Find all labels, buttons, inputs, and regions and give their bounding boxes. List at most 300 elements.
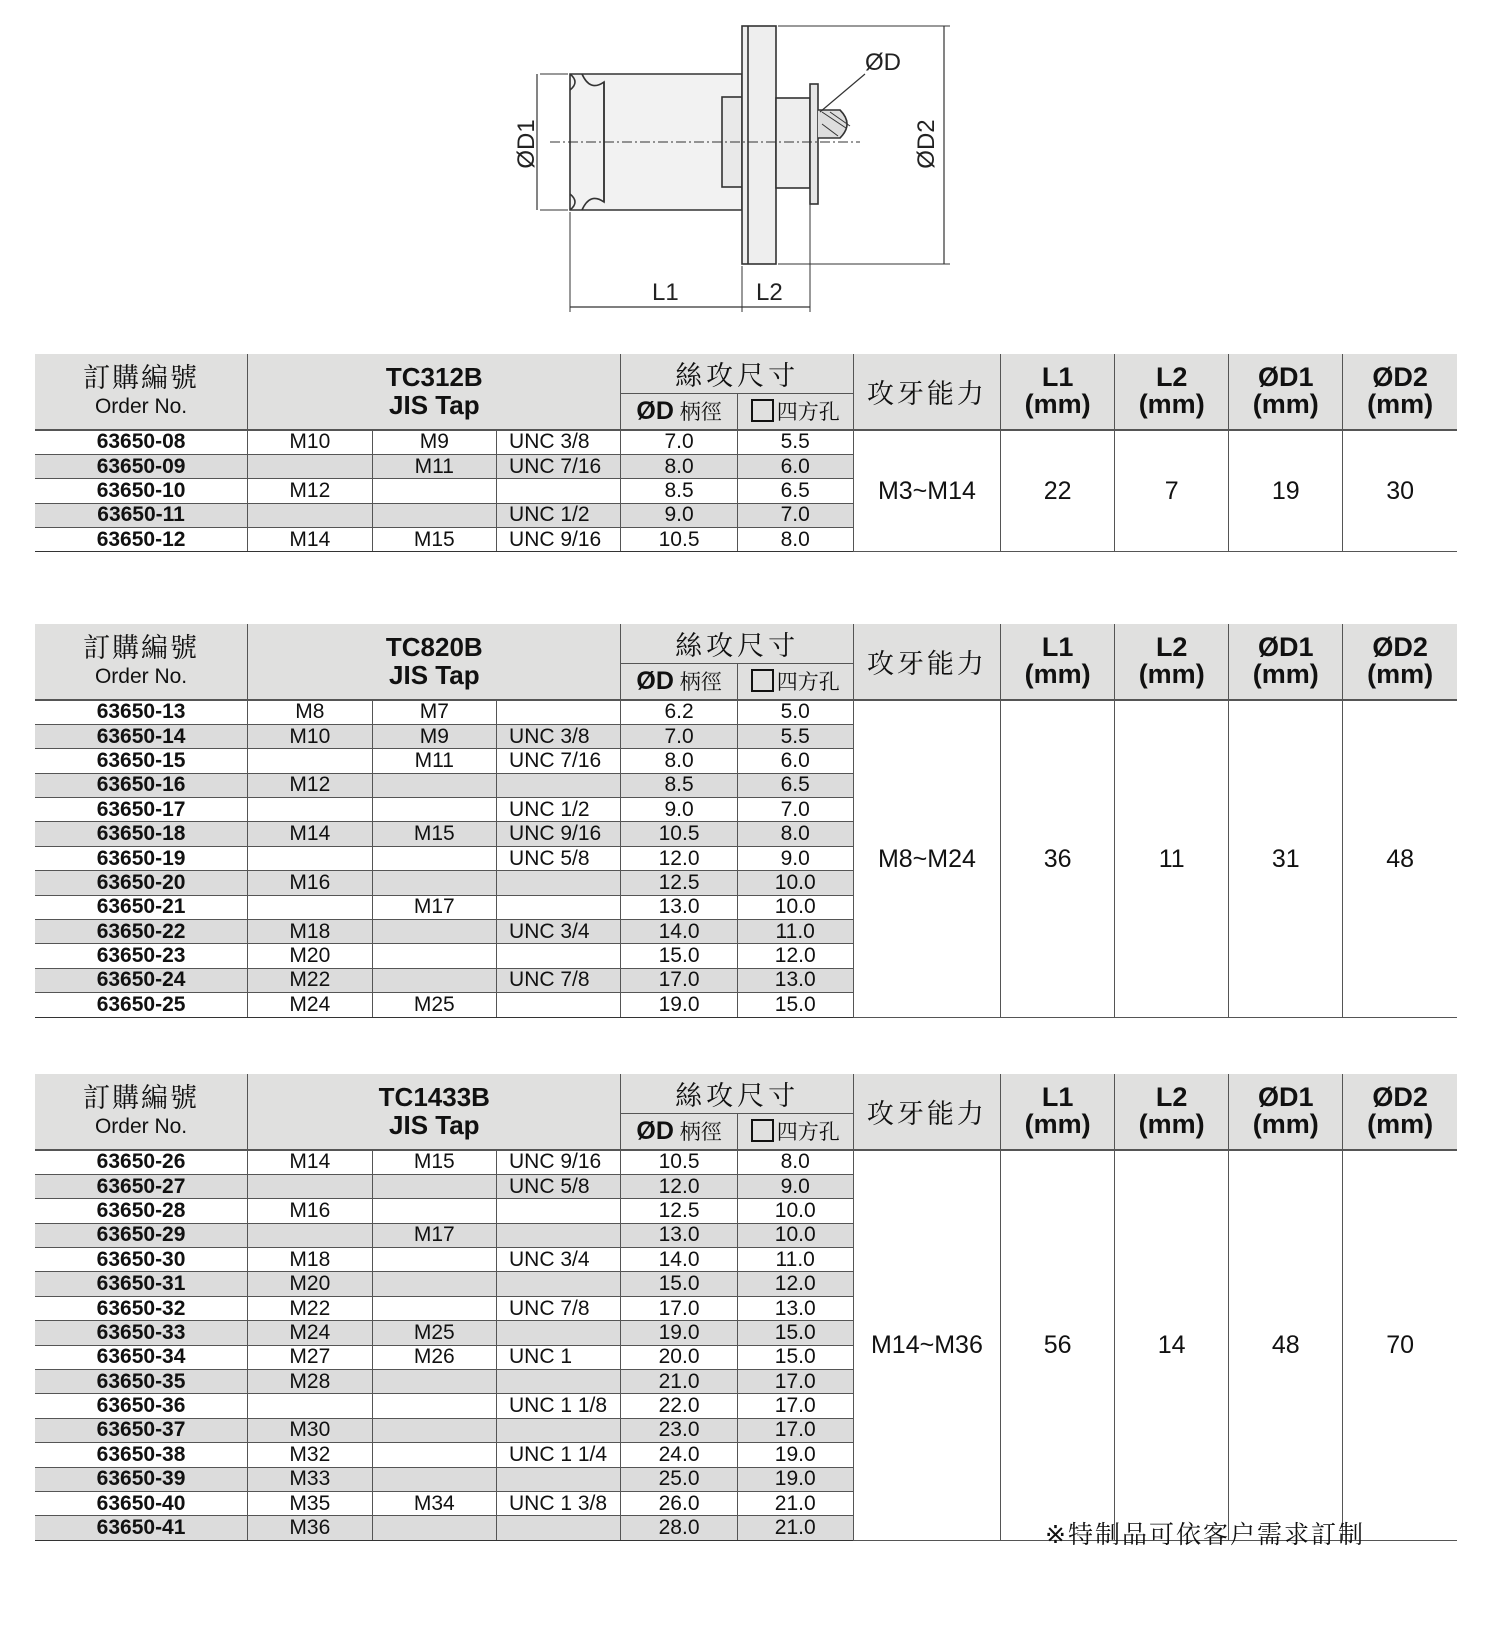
order-no-cell: 63650-37: [35, 1418, 248, 1442]
order-no-cell: 63650-22: [35, 920, 248, 944]
square-size-cell: 11.0: [737, 1248, 853, 1272]
metric-tap-cell: [248, 503, 372, 527]
shank-dia-cell: 9.0: [621, 503, 737, 527]
d2-value: 48: [1343, 700, 1457, 1018]
shank-dia-header: [621, 664, 737, 700]
shank-dia-cell: 25.0: [621, 1467, 737, 1491]
square-header: [737, 1114, 853, 1150]
order-no-cell: 63650-19: [35, 846, 248, 870]
unc-tap-cell: UNC 9/16: [497, 1150, 621, 1175]
unc-tap-cell: UNC 1 1/8: [497, 1394, 621, 1418]
jis-tap-cell: M17: [372, 1223, 496, 1247]
metric-tap-cell: M20: [248, 944, 372, 968]
order-no-cell: 63650-28: [35, 1199, 248, 1223]
capacity-header: 攻牙能力: [853, 1074, 1000, 1150]
jis-tap-cell: M25: [372, 993, 496, 1017]
order-no-cell: 63650-08: [35, 430, 248, 455]
unc-tap-cell: [497, 773, 621, 797]
square-zh: 四方孔: [776, 671, 840, 695]
unc-tap-cell: [497, 1199, 621, 1223]
unc-tap-cell: UNC 1: [497, 1345, 621, 1369]
jis-tap-cell: [372, 871, 496, 895]
l2-value: 14: [1115, 1150, 1229, 1541]
jis-tap-cell: [372, 1467, 496, 1491]
square-size-cell: 15.0: [737, 1321, 853, 1345]
order-no-cell: 63650-29: [35, 1223, 248, 1247]
unc-tap-cell: UNC 1/2: [497, 503, 621, 527]
unc-tap-cell: [497, 944, 621, 968]
tap-adapter-drawing: [513, 12, 980, 332]
order-no-cell: 63650-23: [35, 944, 248, 968]
order-no-zh: 訂購編號: [83, 363, 200, 395]
unc-tap-cell: UNC 7/16: [497, 749, 621, 773]
metric-tap-cell: M10: [248, 430, 372, 455]
square-size-cell: 8.0: [737, 1150, 853, 1175]
D2-header-unit: (mm): [1367, 1109, 1434, 1140]
shank-dia-cell: 10.5: [621, 1150, 737, 1175]
jis-tap-cell: [372, 479, 496, 503]
d1-value: 19: [1229, 430, 1343, 552]
metric-tap-cell: M14: [248, 1150, 372, 1175]
unc-tap-cell: UNC 9/16: [497, 822, 621, 846]
jis-tap-cell: [372, 1516, 496, 1540]
unc-tap-cell: UNC 7/8: [497, 968, 621, 992]
order-no-zh: 訂購編號: [83, 1083, 200, 1115]
square-size-cell: 9.0: [737, 846, 853, 870]
jis-tap-cell: [372, 1394, 496, 1418]
order-no-cell: 63650-17: [35, 798, 248, 822]
shank-dia-cell: 17.0: [621, 1296, 737, 1320]
order-no-cell: 63650-32: [35, 1296, 248, 1320]
order-no-cell: 63650-36: [35, 1394, 248, 1418]
D2-header-unit: (mm): [1367, 659, 1434, 690]
square-size-cell: 11.0: [737, 920, 853, 944]
metric-tap-cell: M18: [248, 1248, 372, 1272]
capacity-value: M3~M14: [853, 430, 1000, 552]
square-size-cell: 15.0: [737, 993, 853, 1017]
jis-tap-cell: [372, 968, 496, 992]
shank-dia-cell: 9.0: [621, 798, 737, 822]
shank-dia-header: [621, 1114, 737, 1150]
square-size-cell: 6.5: [737, 479, 853, 503]
order-no-cell: 63650-12: [35, 528, 248, 552]
metric-tap-cell: M22: [248, 968, 372, 992]
square-size-cell: 21.0: [737, 1491, 853, 1515]
shank-dia-cell: 6.2: [621, 700, 737, 725]
order-no-cell: 63650-13: [35, 700, 248, 725]
order-no-header: [35, 354, 248, 430]
unc-tap-cell: [497, 895, 621, 919]
order-no-header: [35, 1074, 248, 1150]
drawing-label-l1: L1: [652, 279, 679, 306]
shank-dia-cell: 15.0: [621, 1272, 737, 1296]
order-no-cell: 63650-41: [35, 1516, 248, 1540]
l2-value: 7: [1115, 430, 1229, 552]
jis-tap-cell: M15: [372, 528, 496, 552]
metric-tap-cell: M14: [248, 528, 372, 552]
unc-tap-cell: [497, 1516, 621, 1540]
order-no-header: [35, 624, 248, 700]
unc-tap-cell: UNC 1 3/8: [497, 1491, 621, 1515]
drawing-label-d: ØD: [865, 49, 901, 76]
metric-tap-cell: M14: [248, 822, 372, 846]
L2-header-label: L2: [1155, 1082, 1188, 1113]
D1-header-unit: (mm): [1252, 659, 1319, 690]
model-name: TC820B: [385, 632, 483, 663]
tap-size-header: 絲攻尺寸: [621, 354, 853, 394]
tap-type: JIS Tap: [389, 660, 480, 691]
L2-header: [1115, 354, 1229, 430]
shank-dia-cell: 13.0: [621, 895, 737, 919]
unc-tap-cell: UNC 5/8: [497, 1174, 621, 1198]
square-icon: [751, 669, 774, 692]
tap-size-header: 絲攻尺寸: [621, 624, 853, 664]
jis-tap-cell: M17: [372, 895, 496, 919]
D2-header: [1343, 1074, 1457, 1150]
shank-dia-cell: 17.0: [621, 968, 737, 992]
jis-tap-cell: [372, 798, 496, 822]
metric-tap-cell: [248, 846, 372, 870]
square-size-cell: 12.0: [737, 944, 853, 968]
jis-tap-cell: M9: [372, 430, 496, 455]
jis-tap-cell: M11: [372, 454, 496, 478]
D2-header: [1343, 354, 1457, 430]
jis-tap-cell: [372, 1370, 496, 1394]
order-no-cell: 63650-14: [35, 724, 248, 748]
unc-tap-cell: [497, 1370, 621, 1394]
metric-tap-cell: M28: [248, 1370, 372, 1394]
capacity-value: M8~M24: [853, 700, 1000, 1018]
tap-type: JIS Tap: [389, 390, 480, 421]
shank-dia-symbol: ØD: [636, 667, 674, 696]
d2-value: 70: [1343, 1150, 1457, 1541]
unc-tap-cell: UNC 3/8: [497, 430, 621, 455]
jis-tap-cell: M15: [372, 822, 496, 846]
jis-tap-cell: [372, 1443, 496, 1467]
model-header: [248, 354, 621, 430]
metric-tap-cell: M10: [248, 724, 372, 748]
square-size-cell: 21.0: [737, 1516, 853, 1540]
custom-order-note: ※特制品可依客户需求訂制: [1045, 1520, 1365, 1549]
shank-dia-cell: 10.5: [621, 528, 737, 552]
L1-header: [1001, 354, 1115, 430]
metric-tap-cell: M24: [248, 1321, 372, 1345]
square-header: [737, 664, 853, 700]
l1-value: 36: [1001, 700, 1115, 1018]
shank-dia-cell: 8.5: [621, 479, 737, 503]
metric-tap-cell: M8: [248, 700, 372, 725]
order-no-cell: 63650-09: [35, 454, 248, 478]
l1-value: 22: [1001, 430, 1115, 552]
shank-dia-zh: 柄徑: [679, 1121, 722, 1145]
spec-table-tc1433b: [35, 1074, 1457, 1541]
metric-tap-cell: M20: [248, 1272, 372, 1296]
d1-value: 31: [1229, 700, 1343, 1018]
l2-value: 11: [1115, 700, 1229, 1018]
metric-tap-cell: [248, 1223, 372, 1247]
order-no-cell: 63650-35: [35, 1370, 248, 1394]
square-size-cell: 15.0: [737, 1345, 853, 1369]
jis-tap-cell: [372, 846, 496, 870]
metric-tap-cell: M35: [248, 1491, 372, 1515]
unc-tap-cell: UNC 3/4: [497, 920, 621, 944]
D2-header-label: ØD2: [1372, 1082, 1428, 1113]
L1-header-label: L1: [1041, 362, 1074, 393]
square-size-cell: 7.0: [737, 798, 853, 822]
jis-tap-cell: [372, 1272, 496, 1296]
D1-header-unit: (mm): [1252, 389, 1319, 420]
shank-dia-cell: 23.0: [621, 1418, 737, 1442]
L1-header-unit: (mm): [1024, 659, 1091, 690]
order-no-cell: 63650-30: [35, 1248, 248, 1272]
square-size-cell: 10.0: [737, 895, 853, 919]
square-size-cell: 13.0: [737, 1296, 853, 1320]
shank-dia-cell: 14.0: [621, 1248, 737, 1272]
D2-header-label: ØD2: [1372, 362, 1428, 393]
jis-tap-cell: M9: [372, 724, 496, 748]
jis-tap-cell: [372, 1418, 496, 1442]
shank-dia-cell: 7.0: [621, 430, 737, 455]
metric-tap-cell: M24: [248, 993, 372, 1017]
square-size-cell: 8.0: [737, 822, 853, 846]
order-no-cell: 63650-27: [35, 1174, 248, 1198]
square-size-cell: 9.0: [737, 1174, 853, 1198]
square-header: [737, 394, 853, 430]
l1-value: 56: [1001, 1150, 1115, 1541]
unc-tap-cell: UNC 9/16: [497, 528, 621, 552]
square-size-cell: 17.0: [737, 1418, 853, 1442]
square-size-cell: 17.0: [737, 1394, 853, 1418]
table-row: [35, 430, 1457, 455]
shank-dia-cell: 12.0: [621, 846, 737, 870]
shank-dia-cell: 8.5: [621, 773, 737, 797]
table-row: [35, 1150, 1457, 1175]
shank-dia-cell: 20.0: [621, 1345, 737, 1369]
metric-tap-cell: M33: [248, 1467, 372, 1491]
shank-dia-cell: 26.0: [621, 1491, 737, 1515]
unc-tap-cell: UNC 7/8: [497, 1296, 621, 1320]
unc-tap-cell: UNC 1 1/4: [497, 1443, 621, 1467]
jis-tap-cell: M26: [372, 1345, 496, 1369]
order-no-en: Order No.: [94, 665, 188, 689]
jis-tap-cell: [372, 773, 496, 797]
L1-header-unit: (mm): [1024, 389, 1091, 420]
drawing-label-d2: ØD2: [913, 119, 940, 169]
drawing-label-d1: ØD1: [513, 119, 540, 169]
order-no-cell: 63650-11: [35, 503, 248, 527]
shank-dia-cell: 21.0: [621, 1370, 737, 1394]
metric-tap-cell: [248, 1394, 372, 1418]
capacity-header: 攻牙能力: [853, 354, 1000, 430]
order-no-cell: 63650-34: [35, 1345, 248, 1369]
unc-tap-cell: [497, 479, 621, 503]
metric-tap-cell: [248, 1174, 372, 1198]
D1-header-unit: (mm): [1252, 1109, 1319, 1140]
L2-header-unit: (mm): [1138, 659, 1205, 690]
spec-table-tc312b: [35, 354, 1457, 552]
shank-dia-zh: 柄徑: [679, 401, 722, 425]
jis-tap-cell: [372, 1199, 496, 1223]
order-no-zh: 訂購編號: [83, 633, 200, 665]
shank-dia-cell: 22.0: [621, 1394, 737, 1418]
L2-header-label: L2: [1155, 362, 1188, 393]
jis-tap-cell: [372, 944, 496, 968]
shank-dia-cell: 15.0: [621, 944, 737, 968]
square-size-cell: 8.0: [737, 528, 853, 552]
model-header: [248, 1074, 621, 1150]
D1-header: [1229, 1074, 1343, 1150]
shank-dia-header: [621, 394, 737, 430]
shank-dia-cell: 12.5: [621, 871, 737, 895]
tap-size-header: 絲攻尺寸: [621, 1074, 853, 1114]
jis-tap-cell: [372, 920, 496, 944]
L1-header-label: L1: [1041, 632, 1074, 663]
unc-tap-cell: [497, 1223, 621, 1247]
L2-header-unit: (mm): [1138, 1109, 1205, 1140]
metric-tap-cell: M12: [248, 773, 372, 797]
metric-tap-cell: M12: [248, 479, 372, 503]
shank-dia-cell: 8.0: [621, 454, 737, 478]
d1-value: 48: [1229, 1150, 1343, 1541]
order-no-cell: 63650-16: [35, 773, 248, 797]
shank-dia-symbol: ØD: [636, 397, 674, 426]
unc-tap-cell: UNC 7/16: [497, 454, 621, 478]
metric-tap-cell: M27: [248, 1345, 372, 1369]
drawing-label-l2: L2: [756, 279, 783, 306]
shank-dia-cell: 19.0: [621, 1321, 737, 1345]
D1-header-label: ØD1: [1258, 362, 1314, 393]
square-size-cell: 10.0: [737, 871, 853, 895]
spec-table-tc820b: [35, 624, 1457, 1018]
square-zh: 四方孔: [776, 1121, 840, 1145]
square-size-cell: 5.5: [737, 430, 853, 455]
square-icon: [751, 1119, 774, 1142]
jis-tap-cell: M15: [372, 1150, 496, 1175]
L2-header: [1115, 1074, 1229, 1150]
L1-header: [1001, 624, 1115, 700]
shank-dia-cell: 12.5: [621, 1199, 737, 1223]
shank-dia-cell: 24.0: [621, 1443, 737, 1467]
jis-tap-cell: [372, 1248, 496, 1272]
D2-header: [1343, 624, 1457, 700]
tap-type: JIS Tap: [389, 1110, 480, 1141]
square-size-cell: 5.5: [737, 724, 853, 748]
order-no-en: Order No.: [94, 395, 188, 419]
square-size-cell: 6.5: [737, 773, 853, 797]
shank-dia-symbol: ØD: [636, 1117, 674, 1146]
D2-header-unit: (mm): [1367, 389, 1434, 420]
metric-tap-cell: M16: [248, 871, 372, 895]
order-no-cell: 63650-38: [35, 1443, 248, 1467]
order-no-cell: 63650-18: [35, 822, 248, 846]
metric-tap-cell: [248, 749, 372, 773]
metric-tap-cell: [248, 798, 372, 822]
square-size-cell: 5.0: [737, 700, 853, 725]
square-size-cell: 6.0: [737, 454, 853, 478]
unc-tap-cell: [497, 1467, 621, 1491]
shank-dia-cell: 10.5: [621, 822, 737, 846]
L1-header: [1001, 1074, 1115, 1150]
square-size-cell: 19.0: [737, 1467, 853, 1491]
model-name: TC1433B: [378, 1082, 490, 1113]
metric-tap-cell: M32: [248, 1443, 372, 1467]
square-size-cell: 17.0: [737, 1370, 853, 1394]
square-size-cell: 6.0: [737, 749, 853, 773]
shank-dia-cell: 19.0: [621, 993, 737, 1017]
shank-dia-cell: 8.0: [621, 749, 737, 773]
metric-tap-cell: M36: [248, 1516, 372, 1540]
metric-tap-cell: [248, 454, 372, 478]
jis-tap-cell: M7: [372, 700, 496, 725]
shank-dia-cell: 14.0: [621, 920, 737, 944]
unc-tap-cell: [497, 1272, 621, 1296]
capacity-value: M14~M36: [853, 1150, 1000, 1541]
order-no-cell: 63650-40: [35, 1491, 248, 1515]
order-no-cell: 63650-21: [35, 895, 248, 919]
L2-header-label: L2: [1155, 632, 1188, 663]
unc-tap-cell: UNC 3/4: [497, 1248, 621, 1272]
model-name: TC312B: [385, 362, 483, 393]
unc-tap-cell: [497, 1418, 621, 1442]
model-header: [248, 624, 621, 700]
shank-dia-cell: 7.0: [621, 724, 737, 748]
metric-tap-cell: M22: [248, 1296, 372, 1320]
jis-tap-cell: M11: [372, 749, 496, 773]
metric-tap-cell: M30: [248, 1418, 372, 1442]
shank-dia-cell: 12.0: [621, 1174, 737, 1198]
L2-header: [1115, 624, 1229, 700]
L2-header-unit: (mm): [1138, 389, 1205, 420]
d2-value: 30: [1343, 430, 1457, 552]
L1-header-unit: (mm): [1024, 1109, 1091, 1140]
L1-header-label: L1: [1041, 1082, 1074, 1113]
order-no-en: Order No.: [94, 1115, 188, 1139]
jis-tap-cell: M25: [372, 1321, 496, 1345]
order-no-cell: 63650-20: [35, 871, 248, 895]
unc-tap-cell: UNC 3/8: [497, 724, 621, 748]
shank-dia-cell: 28.0: [621, 1516, 737, 1540]
square-size-cell: 10.0: [737, 1223, 853, 1247]
square-size-cell: 13.0: [737, 968, 853, 992]
order-no-cell: 63650-33: [35, 1321, 248, 1345]
square-size-cell: 12.0: [737, 1272, 853, 1296]
order-no-cell: 63650-39: [35, 1467, 248, 1491]
unc-tap-cell: UNC 1/2: [497, 798, 621, 822]
square-zh: 四方孔: [776, 401, 840, 425]
D1-header: [1229, 354, 1343, 430]
shank-dia-zh: 柄徑: [679, 671, 722, 695]
jis-tap-cell: [372, 503, 496, 527]
shank-dia-cell: 13.0: [621, 1223, 737, 1247]
jis-tap-cell: [372, 1296, 496, 1320]
capacity-header: 攻牙能力: [853, 624, 1000, 700]
jis-tap-cell: [372, 1174, 496, 1198]
square-size-cell: 7.0: [737, 503, 853, 527]
unc-tap-cell: [497, 993, 621, 1017]
order-no-cell: 63650-31: [35, 1272, 248, 1296]
metric-tap-cell: [248, 895, 372, 919]
D1-header-label: ØD1: [1257, 1082, 1314, 1113]
order-no-cell: 63650-24: [35, 968, 248, 992]
D1-header-label: ØD1: [1258, 632, 1314, 663]
jis-tap-cell: M34: [372, 1491, 496, 1515]
unc-tap-cell: [497, 1321, 621, 1345]
order-no-cell: 63650-10: [35, 479, 248, 503]
order-no-cell: 63650-26: [35, 1150, 248, 1175]
order-no-cell: 63650-25: [35, 993, 248, 1017]
metric-tap-cell: M16: [248, 1199, 372, 1223]
unc-tap-cell: [497, 700, 621, 725]
